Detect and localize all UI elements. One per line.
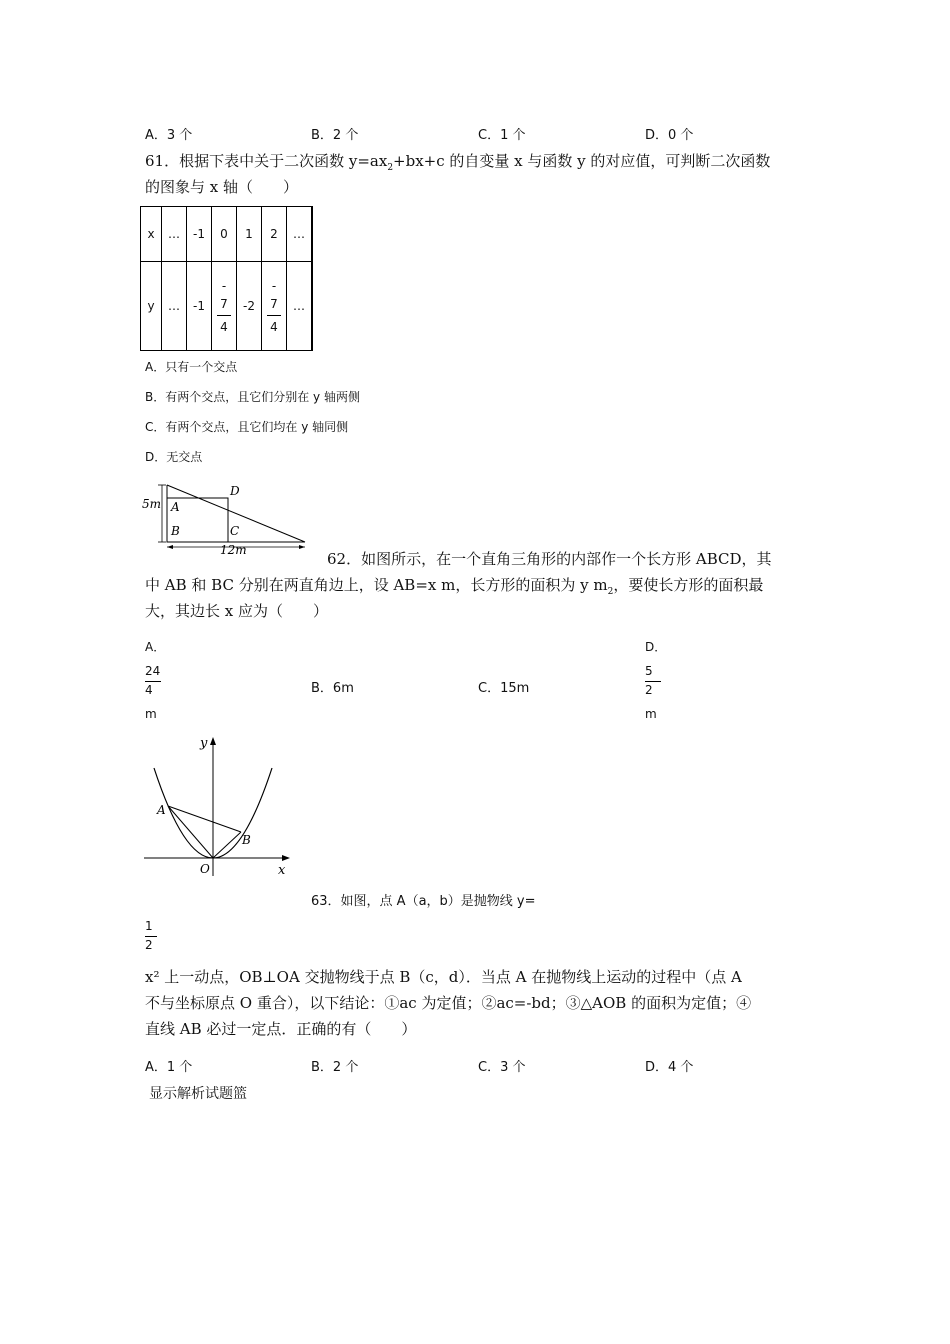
point-label-a: A (157, 803, 166, 817)
show-analysis-basket-link[interactable]: 显示解析试题篮 (149, 1086, 247, 1102)
q61-option-a: A．只有一个交点 (145, 360, 238, 374)
table-cell: 1 (237, 207, 262, 262)
table-cell-fraction: - 7 4 (262, 262, 287, 351)
table-cell: 0 (212, 207, 237, 262)
label-d: D (230, 484, 240, 498)
q61-stem-line1: 61．根据下表中关于二次函数 $y=ax_2+bx+c$ 的自变量 x 与函数 y 的对应值，可判断二次函数 (145, 152, 771, 173)
q63-option-b: B．2 个 (311, 1060, 359, 1075)
label-a: A (171, 500, 180, 514)
q60-option-c: C．1 个 (478, 128, 526, 143)
table-cell: -2 (237, 262, 262, 351)
label-c: C (230, 524, 240, 538)
table-cell: x (141, 207, 162, 262)
label-5m: 5m (142, 497, 162, 511)
q63-stem-line1: 63．如图，点 A（a，b）是抛物线 y= (311, 894, 536, 909)
table-cell: -1 (187, 207, 212, 262)
q63-option-d: D．4 个 (645, 1060, 694, 1075)
table-cell: -1 (187, 262, 212, 351)
q61-option-c: C．有两个交点，且它们均在 y 轴同侧 (145, 420, 349, 434)
table-cell-fraction: - 7 4 (212, 262, 237, 351)
table-cell: y (141, 262, 162, 351)
q60-option-a: A．3 个 (145, 128, 193, 143)
q62-option-a: A． 24 4 m (145, 640, 166, 721)
q62-option-d: D． 5 2 m (645, 640, 667, 721)
q63-stem-line2: x² 上一动点，OB⊥OA 交抛物线于点 B（c，d）．当点 A 在抛物线上运动的过程中（点 A (145, 968, 742, 986)
q61-value-table (140, 206, 313, 351)
q63-parabola-figure (140, 732, 295, 880)
q61-option-d: D．无交点 (145, 450, 203, 464)
q61-stem-line2: 的图象与 x 轴（ ） (145, 178, 298, 196)
table-cell: … (287, 262, 313, 351)
q62-stem-line3: 大，其边长 x 应为（ ） (145, 602, 328, 620)
table-cell: 2 (262, 207, 287, 262)
q62-option-c: C．15m (478, 681, 530, 696)
point-label-o: O (200, 862, 210, 876)
table-cell: … (287, 207, 313, 262)
q63-stem-line4: 直线 AB 必过一定点．正确的有（ ） (145, 1020, 417, 1038)
axis-label-x: x (278, 863, 286, 878)
q62-triangle-figure (140, 480, 315, 555)
q61-option-b: B．有两个交点，且它们分别在 y 轴两侧 (145, 390, 360, 404)
q63-fraction: 1 2 (145, 914, 157, 957)
table-cell: … (162, 207, 187, 262)
q63-option-c: C．3 个 (478, 1060, 526, 1075)
q60-option-b: B．2 个 (311, 128, 359, 143)
q63-stem-line3: 不与坐标原点 O 重合），以下结论：①ac 为定值；②ac=-bd；③△AOB 的面积为定值；④ (145, 994, 752, 1012)
table-cell: … (162, 262, 187, 351)
axis-label-y: y (200, 736, 208, 751)
q62-stem-line1: 62．如图所示，在一个直角三角形的内部作一个长方形 ABCD，其 (327, 550, 772, 568)
q63-option-a: A．1 个 (145, 1060, 193, 1075)
q60-option-d: D．0 个 (645, 128, 694, 143)
q62-option-b: B．6m (311, 681, 354, 696)
label-12m: 12m (220, 543, 247, 555)
point-label-b: B (242, 833, 251, 847)
q62-stem-line2: 中 AB 和 BC 分别在两直角边上，设 AB=x m，长方形的面积为 y $m_2$，要使长方形的面积最 (145, 576, 764, 597)
label-b: B (171, 524, 180, 538)
